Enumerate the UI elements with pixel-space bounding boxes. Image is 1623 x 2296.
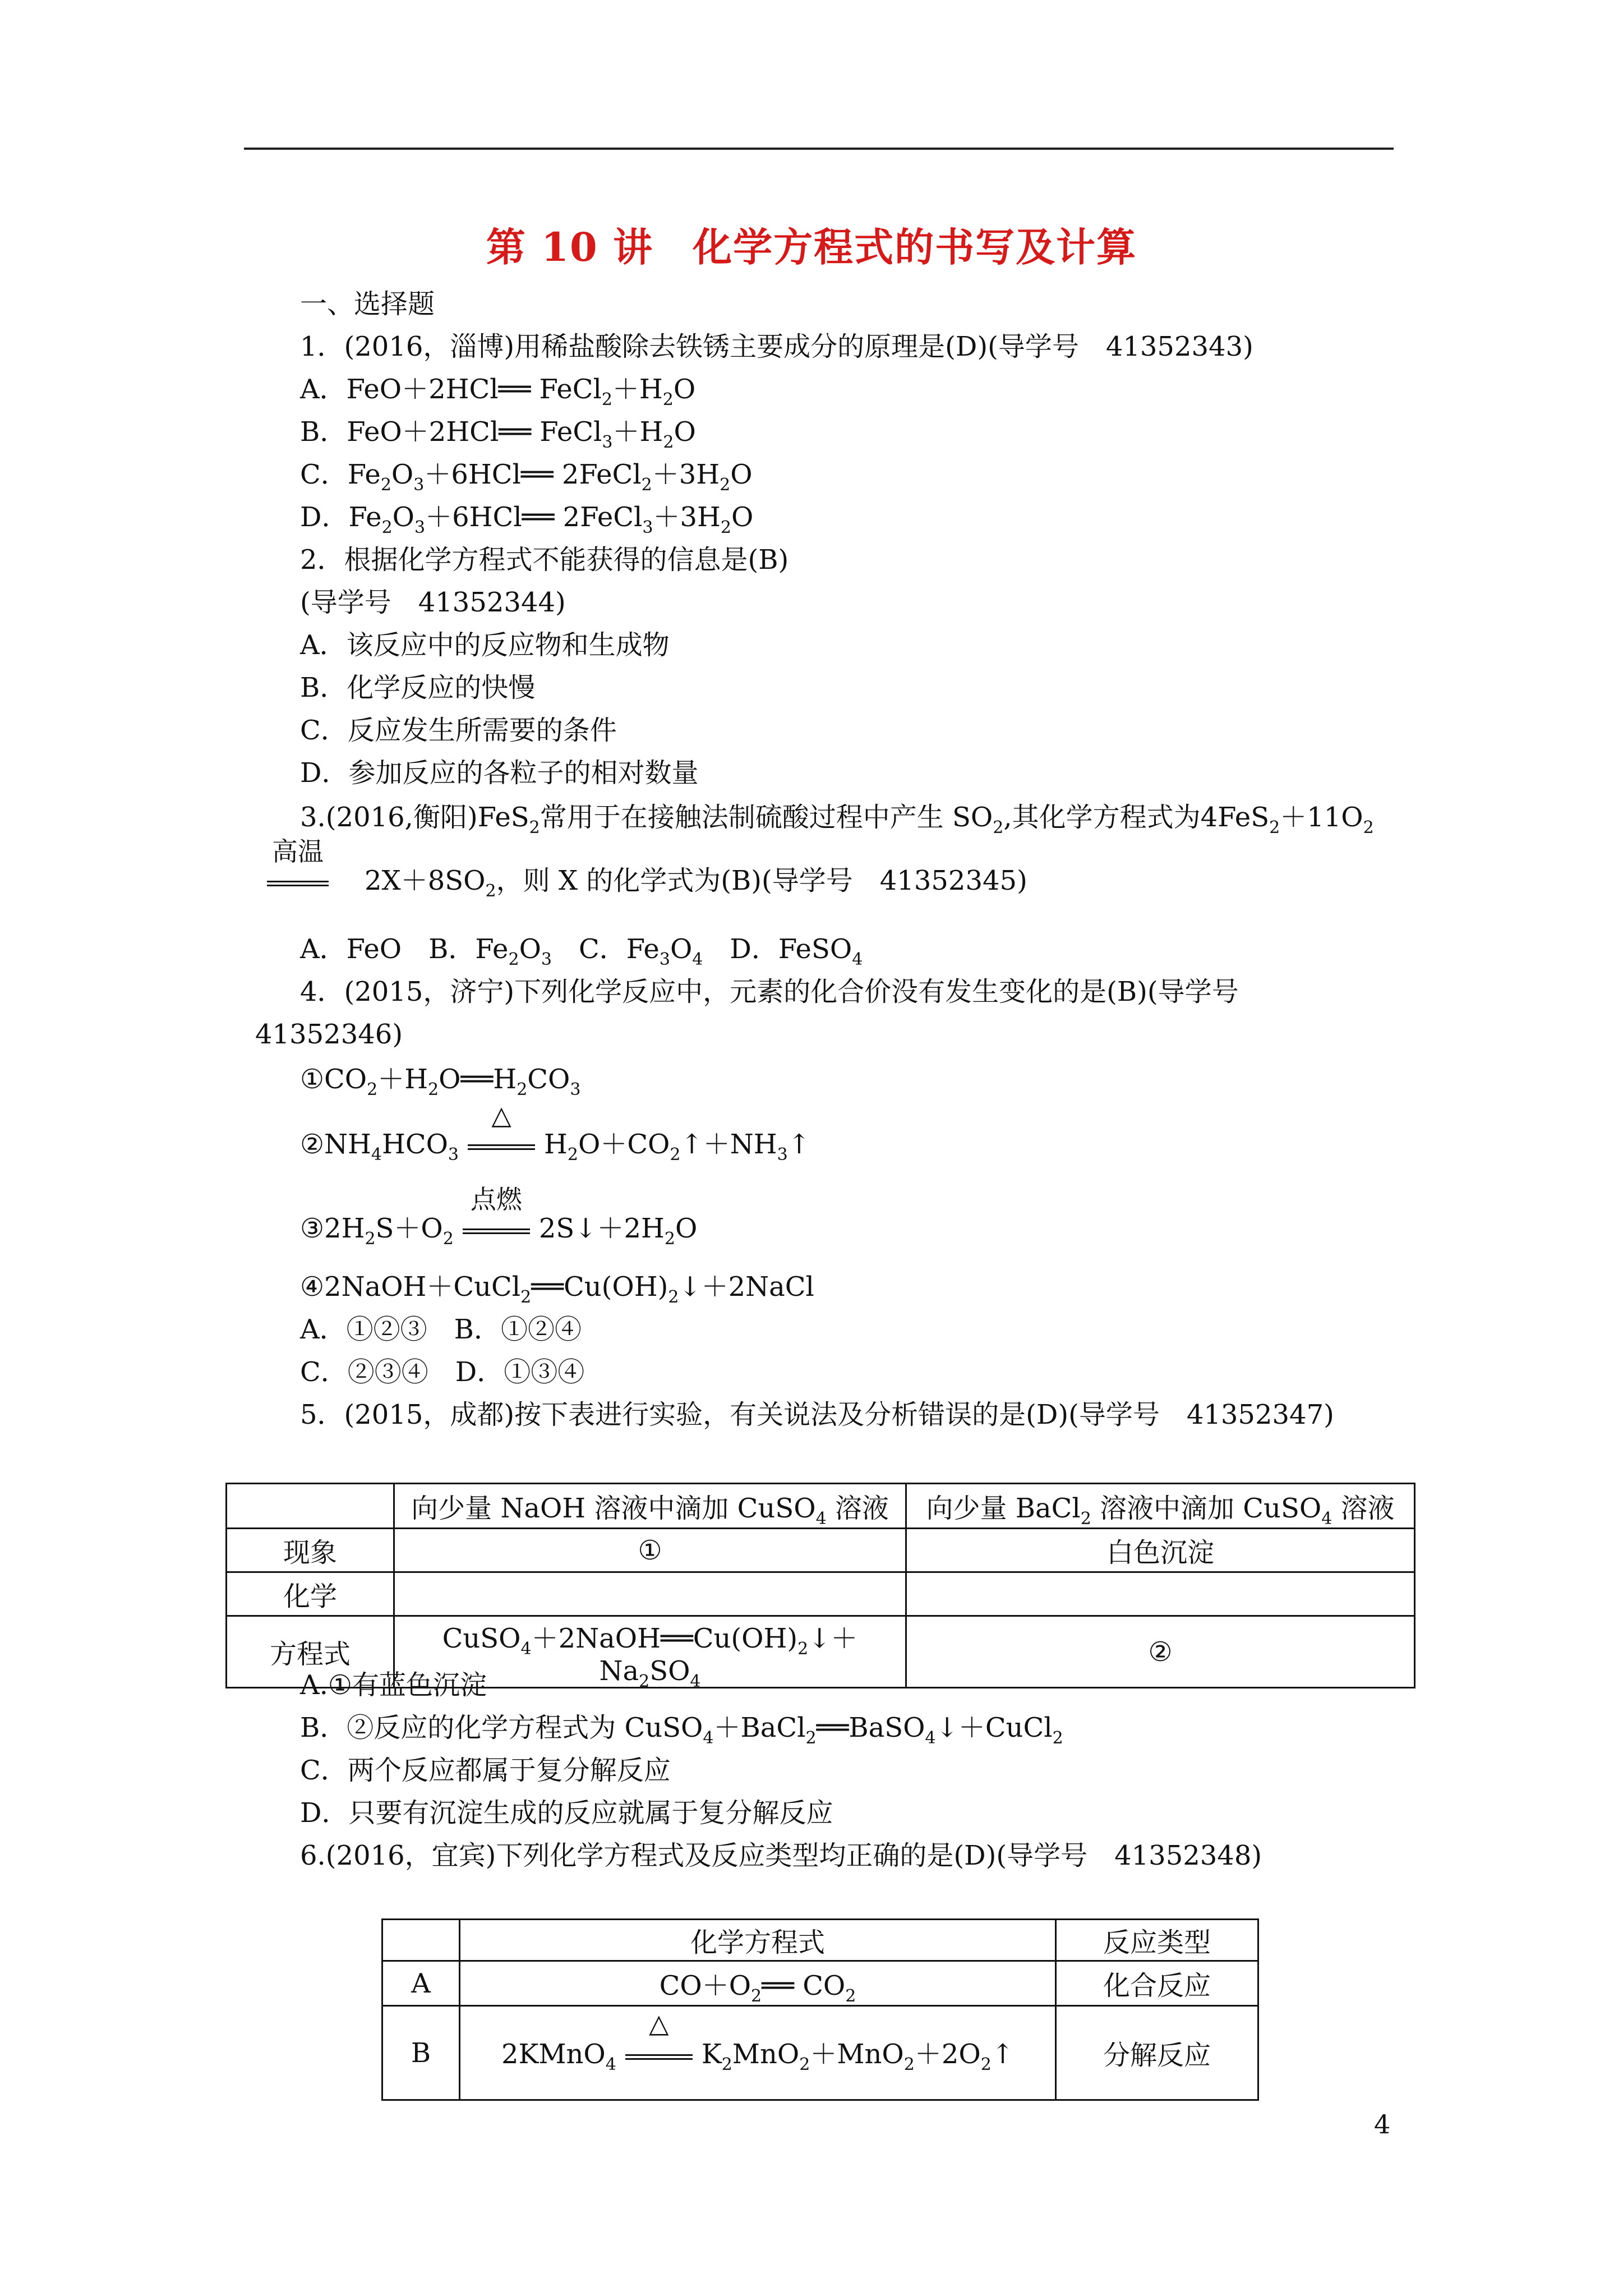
q6-row-a-type: 化合反应	[1056, 1961, 1258, 2006]
q6-row-b-label: B	[382, 2006, 460, 2100]
q2-option-c: C．反应发生所需要的条件	[300, 715, 617, 746]
page-number: 4	[1374, 2109, 1391, 2139]
q3-options: A．FeO B．$Fe_2O_3$ C．$Fe_3O_4$ D．FeSO$_4$	[300, 933, 863, 969]
q6-row-a-label: A	[382, 1961, 460, 2006]
q1-option-b: B．FeO＋2HCl══ $FeCl_3+H_2O$	[300, 416, 696, 452]
q4-eq2: $②NH_4HCO_3$ △ $H_2O+CO_2↑+NH_3↑$	[300, 1099, 810, 1165]
q3-stem: 3.(2016,衡阳)FeS$_2$常用于在接触法制硫酸过程中产生 $SO_2$,其化学方程式为$4FeS_2+11O_2$	[300, 802, 1374, 838]
q4-eq3: $③2H_2S+O_2$ 点燃 $2S↓+2H_2O$	[300, 1184, 698, 1249]
q2-stem: 2．根据化学方程式不能获得的信息是(B)	[300, 544, 789, 576]
q2-option-d: D．参加反应的各粒子的相对数量	[300, 757, 699, 789]
q6-header-equation: 化学方程式	[460, 1920, 1056, 1961]
q4-options-cd: C．②③④ D．①③④	[300, 1356, 585, 1388]
q4-options-ab: A．①②③ B．①②④	[300, 1314, 582, 1345]
q5-row-label-chem: 化学	[227, 1572, 394, 1616]
q4-ref: 41352346)	[255, 1019, 403, 1050]
q3-equation: 高温 $2X+8SO_2$，则 X 的化学式为(B)(导学号 41352345)	[258, 864, 1027, 900]
q5-table	[225, 1483, 1415, 1691]
q1-option-d: D．$Fe_2O_3+6HCl══$ $2FeCl_3+3H_2O$	[300, 501, 754, 537]
q4-eq1: $①CO_2+H_2O══H_2CO_3$	[300, 1064, 581, 1099]
q5-option-a: A.①有蓝色沉淀	[300, 1669, 487, 1701]
q6-stem: 6.(2016，宜宾)下列化学方程式及反应类型均正确的是(D)(导学号 41352348)	[300, 1840, 1262, 1871]
q5-row-label-equation: 方程式	[227, 1616, 394, 1688]
q2-option-b: B．化学反应的快慢	[300, 672, 536, 703]
q5-option-b: B．②反应的化学方程式为 CuSO$_4$＋BaCl$_2$══BaSO$_4$↓＋CuCl$_2$	[300, 1712, 1063, 1748]
q5-equation-2: ②	[906, 1616, 1415, 1688]
q6-table	[381, 1918, 1259, 2101]
q2-ref: (导学号 41352344)	[300, 587, 566, 618]
q5-header-2: 向少量 BaCl$_2$ 溶液中滴加 CuSO$_4$ 溶液	[906, 1484, 1415, 1529]
q1-option-a: A．FeO＋2HCl══ $FeCl_2+H_2O$	[300, 374, 696, 409]
q4-eq4: $④2NaOH+CuCl_2══Cu(OH)_2↓+2NaCl$	[300, 1271, 814, 1307]
q5-equation-1: $CuSO_4+2NaOH══Cu(OH)_2↓+Na_2SO_4$	[394, 1616, 906, 1688]
q5-row-label-phenomenon: 现象	[227, 1529, 394, 1572]
page-title: 第 10 讲 化学方程式的书写及计算	[486, 224, 1137, 270]
q5-cell-1: ①	[394, 1529, 906, 1572]
q5-header-1: 向少量 NaOH 溶液中滴加 CuSO$_4$ 溶液	[394, 1484, 906, 1529]
q6-row-a-equation: $CO+O_2══$ $CO_2$	[460, 1961, 1056, 2006]
q1-option-c: C．$Fe_2O_3+6HCl══$ $2FeCl_2+3H_2O$	[300, 459, 753, 495]
q6-row-b-type: 分解反应	[1056, 2006, 1258, 2100]
q5-option-c: C．两个反应都属于复分解反应	[300, 1755, 671, 1786]
header-rule	[244, 148, 1394, 150]
q6-header-type: 反应类型	[1056, 1920, 1258, 1961]
q2-option-a: A．该反应中的反应物和生成物	[300, 629, 670, 661]
section-heading: 一、选择题	[300, 288, 435, 320]
q4-stem: 4．(2015，济宁)下列化学反应中，元素的化合价没有发生变化的是(B)(导学号	[300, 976, 1239, 1007]
q5-cell-2: 白色沉淀	[906, 1529, 1415, 1572]
q6-row-b-equation: 2KMnO$_4$ △ $K_2MnO_2+MnO_2+2O_2↑$	[460, 2006, 1056, 2100]
q5-option-d: D．只要有沉淀生成的反应就属于复分解反应	[300, 1797, 833, 1829]
q5-stem: 5．(2015，成都)按下表进行实验，有关说法及分析错误的是(D)(导学号 41352347)	[300, 1399, 1334, 1430]
q1-stem: 1．(2016，淄博)用稀盐酸除去铁锈主要成分的原理是(D)(导学号 41352343)	[300, 331, 1253, 362]
